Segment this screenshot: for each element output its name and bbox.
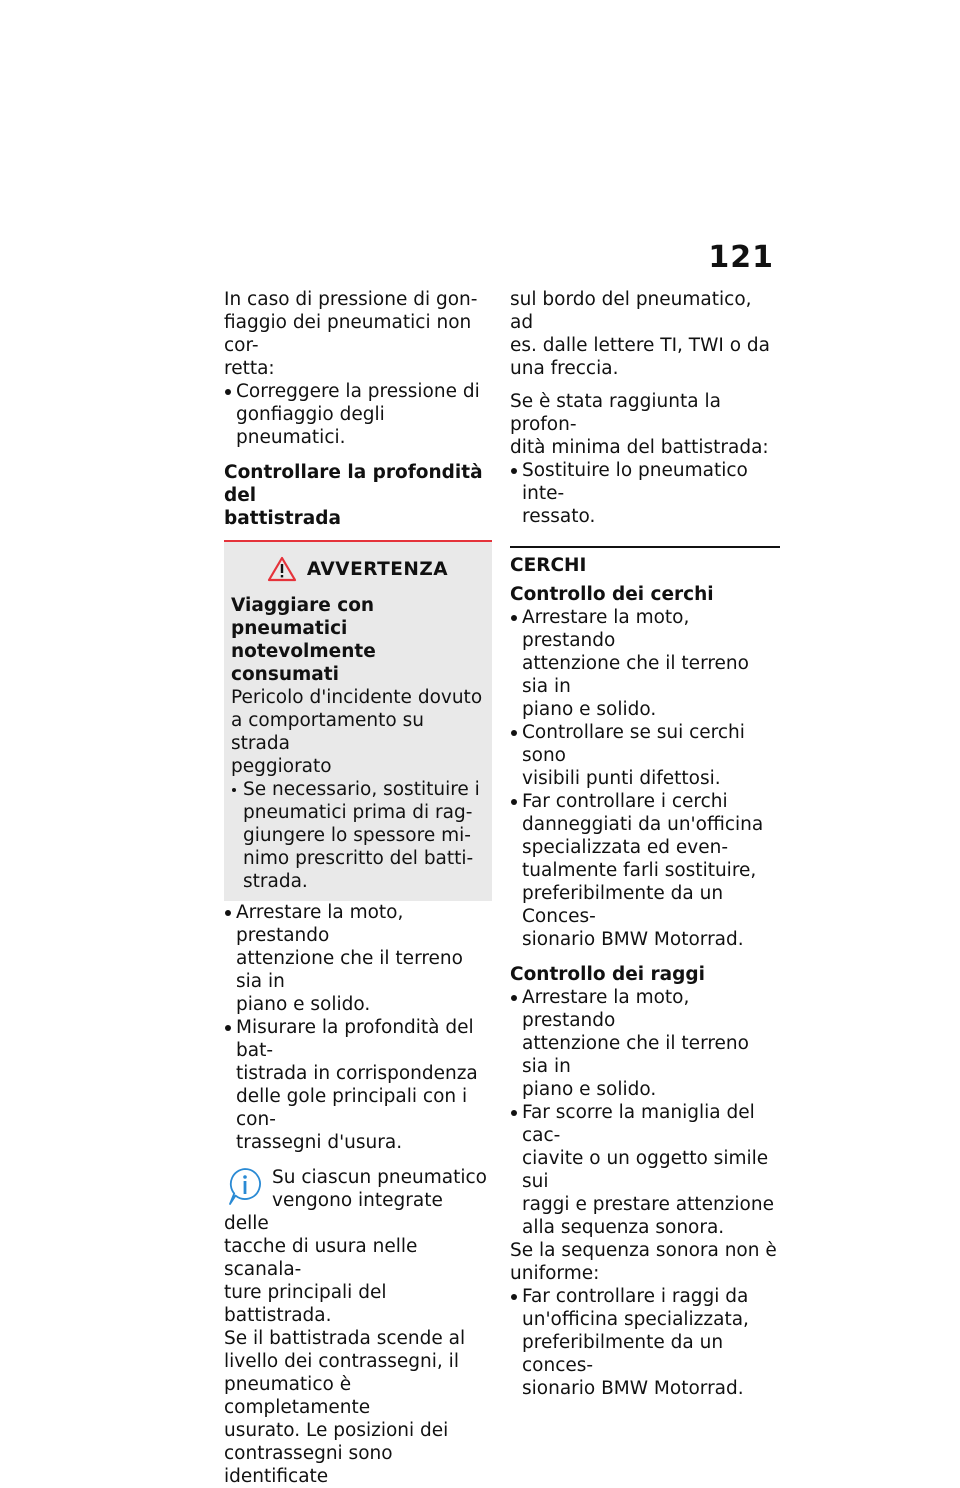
text-line: vengono integrate delle: [224, 1190, 443, 1234]
paragraph-min-depth: [510, 390, 780, 459]
text-line: ressato.: [522, 506, 596, 527]
list-item: [510, 459, 780, 528]
text-line: delle gole principali con i con-: [236, 1086, 468, 1130]
info-text: [224, 1166, 492, 1488]
text-line: sionario BMW Motorrad.: [522, 1378, 744, 1399]
text-line: Arrestare la moto, prestando: [522, 607, 690, 651]
text-line: raggi e prestare attenzione: [522, 1194, 774, 1215]
text-line: preferibilmente da un conces-: [522, 1332, 724, 1376]
text-line: piano e solido.: [522, 699, 657, 720]
text-line: visibili punti difettosi.: [522, 768, 721, 789]
list-item: [231, 778, 484, 893]
list-item: [224, 380, 492, 449]
text-line: Se necessario, sostituire i: [243, 779, 480, 800]
text-line: uniforme:: [510, 1263, 600, 1284]
list-item: [224, 1016, 492, 1154]
text-line: Viaggiare con pneumatici: [231, 595, 375, 639]
list-item: [224, 901, 492, 1016]
paragraph-uneven-sound: [510, 1239, 780, 1285]
info-icon: [226, 1166, 264, 1208]
text-line: Controllare se sui cerchi sono: [522, 722, 745, 766]
text-line: Controllare la profondità del: [224, 462, 483, 506]
text-line: Far controllare i cerchi: [522, 791, 728, 812]
text-line: specializzata ed even-: [522, 837, 729, 858]
text-line: Sostituire lo pneumatico inte-: [522, 460, 748, 504]
text-line: nimo prescritto del batti-: [243, 848, 474, 869]
paragraph-pressure: [224, 288, 492, 380]
warning-triangle-icon: [267, 556, 297, 582]
bullet-list: [224, 380, 492, 449]
text-line: battistrada: [224, 508, 341, 529]
text-line: strada.: [243, 871, 308, 892]
warning-title: [231, 594, 484, 686]
text-line: Misurare la profondità del bat-: [236, 1017, 474, 1061]
text-line: retta:: [224, 358, 275, 379]
text-line: ture principali del battistrada.: [224, 1282, 387, 1326]
text-line: livello dei contrassegni, il: [224, 1351, 459, 1372]
text-line: tistrada in corrispondenza: [236, 1063, 478, 1084]
page-number: 121: [708, 240, 774, 275]
text-line: Se la sequenza sonora non è: [510, 1240, 777, 1261]
heading-spoke-check: Controllo dei raggi: [510, 964, 705, 985]
text-line: alla sequenza sonora.: [522, 1217, 725, 1238]
list-item: [510, 606, 780, 721]
text-line: Arrestare la moto, prestando: [522, 987, 690, 1031]
section-divider: [510, 546, 780, 577]
list-item: [510, 986, 780, 1101]
text-line: sul bordo del pneumatico, ad: [510, 289, 752, 333]
text-line: preferibilmente da un Conces-: [522, 883, 724, 927]
text-line: ciavite o un oggetto simile sui: [522, 1148, 769, 1192]
text-line: Su ciascun pneumatico: [272, 1167, 487, 1188]
text-line: danneggiati da un'officina: [522, 814, 764, 835]
list-item: [510, 790, 780, 951]
text-line: una freccia.: [510, 358, 619, 379]
text-line: pneumatico è completamente: [224, 1374, 371, 1418]
bullet-list: [510, 459, 780, 528]
text-line: contrassegni sono identificate: [224, 1443, 393, 1487]
text-line: Correggere la pressione di: [236, 381, 480, 402]
info-note: [224, 1166, 492, 1488]
warning-box: [224, 540, 492, 901]
warning-label: AVVERTENZA: [306, 558, 449, 580]
bullet-list: [510, 986, 780, 1239]
text-line: peggiorato: [231, 756, 332, 777]
paragraph-markers: [510, 288, 780, 380]
text-line: Se il battistrada scende al: [224, 1328, 466, 1349]
text-line: Far scorre la maniglia del cac-: [522, 1102, 755, 1146]
text-line: usurato. Le posizioni dei: [224, 1420, 449, 1441]
bullet-list: [510, 606, 780, 951]
list-item: [510, 721, 780, 790]
text-line: notevolmente consumati: [231, 641, 376, 685]
heading-tread-depth: [224, 461, 492, 530]
text-line: gonfiaggio degli pneumatici.: [236, 404, 385, 448]
text-line: sionario BMW Motorrad.: [522, 929, 744, 950]
warning-header: [231, 556, 484, 582]
text-line: trassegni d'usura.: [236, 1132, 403, 1153]
right-column: [510, 288, 780, 1400]
text-line: Arrestare la moto, prestando: [236, 902, 404, 946]
list-item: [510, 1285, 780, 1400]
text-line: Se è stata raggiunta la profon-: [510, 391, 721, 435]
text-line: attenzione che il terreno sia in: [522, 653, 749, 697]
text-line: giungere lo spessore mi-: [243, 825, 471, 846]
text-line: piano e solido.: [522, 1079, 657, 1100]
text-line: tualmente farli sostituire,: [522, 860, 757, 881]
text-line: In caso di pressione di gon-: [224, 289, 478, 310]
bullet-list: [224, 901, 492, 1154]
text-line: fiaggio dei pneumatici non cor-: [224, 312, 472, 356]
text-line: Pericolo d'incidente dovuto: [231, 687, 483, 708]
heading-rim-check: Controllo dei cerchi: [510, 584, 714, 605]
list-item: [510, 1101, 780, 1239]
text-line: piano e solido.: [236, 994, 371, 1015]
text-line: attenzione che il terreno sia in: [522, 1033, 749, 1077]
text-line: attenzione che il terreno sia in: [236, 948, 463, 992]
text-line: tacche di usura nelle scanala-: [224, 1236, 418, 1280]
section-title-rims: CERCHI: [510, 555, 587, 576]
text-line: pneumatici prima di rag-: [243, 802, 473, 823]
text-line: a comportamento su strada: [231, 710, 424, 754]
text-line: un'officina specializzata,: [522, 1309, 749, 1330]
text-line: dità minima del battistrada:: [510, 437, 769, 458]
warning-bullet-list: [231, 778, 484, 893]
text-line: Far controllare i raggi da: [522, 1286, 749, 1307]
text-line: es. dalle lettere TI, TWI o da: [510, 335, 771, 356]
warning-text: [231, 686, 484, 778]
left-column: [224, 288, 492, 1488]
bullet-list: [510, 1285, 780, 1400]
